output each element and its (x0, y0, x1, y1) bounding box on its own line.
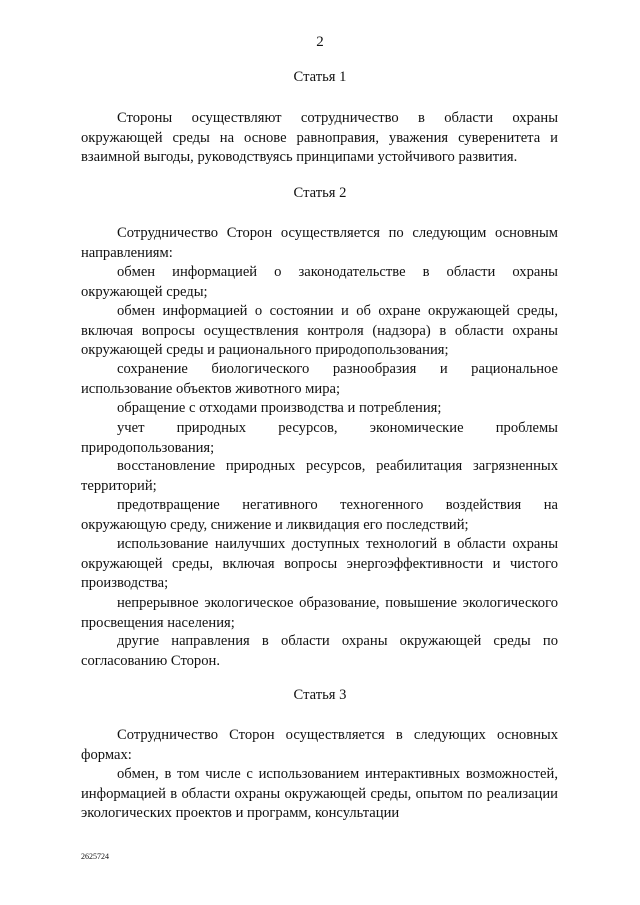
article-1-heading: Статья 1 (293, 69, 347, 85)
article-2-paragraph-5: обращение с отходами производства и потребления; (117, 400, 442, 416)
article-2-paragraph-9: использование наилучших доступных технологий в области охраны окружающей среды, включая вопросы энергоэффективности и чистого производства; (81, 536, 558, 591)
article-2-paragraph-8: предотвращение негативного техногенного воздействия на окружающую среду, снижение и ликвидация его последствий; (81, 497, 558, 533)
page-number: 2 (316, 34, 324, 50)
article-2-paragraph-1: Сотрудничество Сторон осуществляется по следующим основным направлениям: (81, 225, 558, 261)
article-3-heading: Статья 3 (293, 687, 347, 703)
article-2-paragraph-6: учет природных ресурсов, экономические проблемы природопользования; (81, 420, 558, 456)
article-2-paragraph-7: восстановление природных ресурсов, реабилитация загрязненных территорий; (81, 458, 558, 494)
article-3-paragraph-2: обмен, в том числе с использованием интерактивных возможностей, информацией в области охраны окружающей среды, опытом по реализации экологических проектов и программ, консультации (81, 766, 558, 821)
article-2-paragraph-3: обмен информацией о состоянии и об охране окружающей среды, включая вопросы осуществления контроля (надзора) в области охраны окружающей среды и рационального природопользования; (81, 303, 558, 358)
article-3-paragraph-1: Сотрудничество Сторон осуществляется в следующих основных формах: (81, 727, 558, 763)
document-code: 2625724 (81, 852, 109, 861)
article-2-paragraph-11: другие направления в области охраны окружающей среды по согласованию Сторон. (81, 633, 558, 669)
article-1-paragraph-1: Стороны осуществляют сотрудничество в области охраны окружающей среды на основе равноправия, уважения суверенитета и взаимной выгоды, руководствуясь принципами устойчивого развития. (81, 110, 558, 165)
article-2-paragraph-2: обмен информацией о законодательстве в области охраны окружающей среды; (81, 264, 558, 300)
article-2-paragraph-4: сохранение биологического разнообразия и рациональное использование объектов животного мира; (81, 361, 558, 397)
article-2-paragraph-10: непрерывное экологическое образование, повышение экологического просвещения населения; (81, 595, 558, 631)
article-2-heading: Статья 2 (293, 185, 347, 201)
